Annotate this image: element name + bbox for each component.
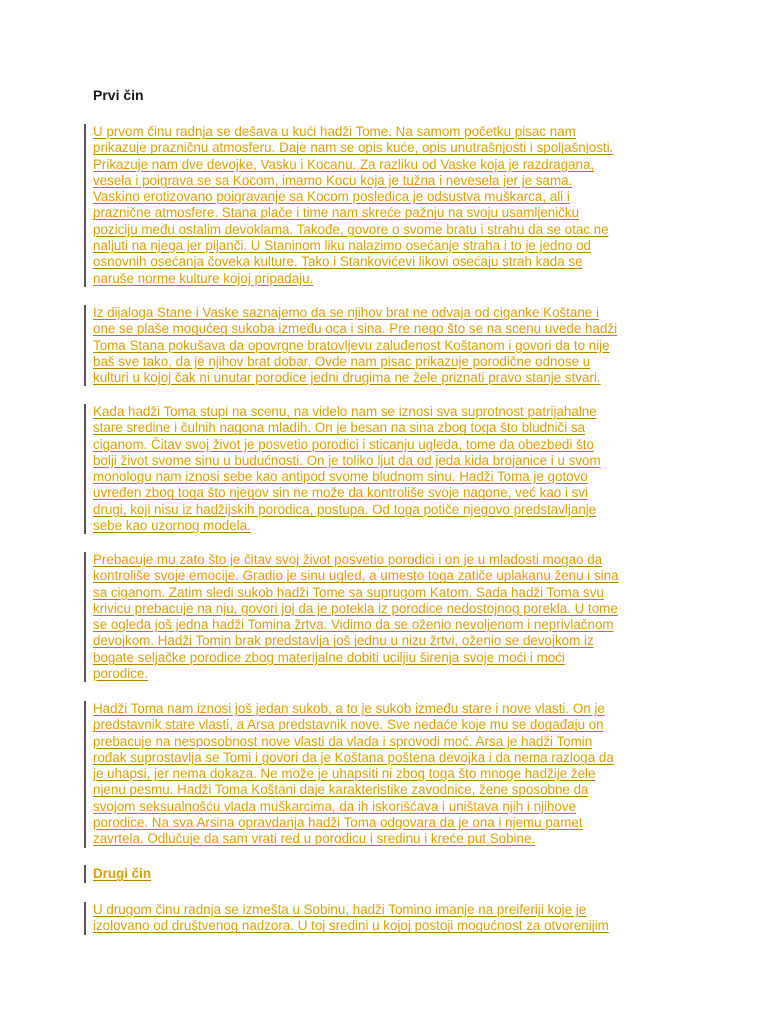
text-line: monologu nam iznosi sebe kao antipod svome bludnom sinu. Hadži Toma je gotovo xyxy=(93,469,588,485)
text-line: one se plaše mogućeg sukoba između oca i sina. Pre nego što se na scenu uvede hadži xyxy=(93,321,618,337)
paragraph-3[interactable] xyxy=(84,404,693,534)
text-line: vesela i poigrava se sa Kocom, imamo Kocu koja je tužna i nevesela jer je sama. xyxy=(93,172,573,188)
text-line: uvređen zbog toga što njegov sin ne može da kontroliše svoje nagone, već kao i svi xyxy=(93,485,589,501)
paragraph-6[interactable] xyxy=(84,902,693,935)
section-heading-drugi-cin[interactable]: Drugi čin xyxy=(84,865,151,883)
text-line: prebacuje na nesposobnost nove vlasti da vlada i sprovodi moć. Arsa je hadži Tomin xyxy=(93,733,593,749)
text-line: Iz dijaloga Stane i Vaske saznajemo da se njihov brat ne odvaja od ciganke Koštane i xyxy=(93,305,599,320)
text-line: svojom seksualnošću vlada muškarcima, da ih iskorišćava i uništava njih i njihove xyxy=(93,798,577,814)
text-line: porodice. xyxy=(93,666,149,682)
section-title-prvi-cin: Prvi čin xyxy=(93,87,144,103)
text-line: Vaskino erotizovano poigravanje sa Kocom posledica je odsustva muškarca, ali i xyxy=(93,189,570,205)
text-line: U drugom činu radnja se izmešta u Sobinu, hadži Tomino imanje na preiferiji koje je xyxy=(93,902,587,917)
text-line: baš sve tako, da je njihov brat dobar. Ovde nam pisac prikazuje porodične odnose u xyxy=(93,353,591,369)
text-line: bogate seljačke porodice zbog materijalne dobiti uciljiu širenja svoje moći i moći xyxy=(93,649,565,665)
text-line: stare sredine i čulnih nagona mladih. On je besan na sina zbog toga što bludniči sa xyxy=(93,420,586,436)
text-line: praznične atmosfere. Stana plače i time nam skreće pažnju na svoju usamljeničku xyxy=(93,205,580,221)
paragraph-5[interactable] xyxy=(84,701,693,848)
text-line: poziciju među ostalim devoklama. Takođe, govore o svome bratu i strahu da se otac ne xyxy=(93,221,609,237)
text-line: prikazuje prazničnu atmosferu. Daje nam se opis kuće, opis unutrašnjosti i spoljašnjosti. xyxy=(93,140,614,156)
paragraph-1[interactable] xyxy=(84,124,693,287)
text-line: krivicu prebacuje na nju, govori joj da je potekla iz porodice nedostojnog porekla. U tome xyxy=(93,600,618,616)
text-line: se ogleda još jedna hadži Tomina žrtva. Vidimo da se oženio nevoljenom i neprivlačnom xyxy=(93,617,614,633)
text-line: Prebacuje mu zato što je čitav svoj život posvetio porodici i on je u mladosti mogao da xyxy=(93,552,603,567)
text-line: Toma Stana pokušava da opovrgne bratovljevu zaluđenost Koštanom i govori da to nije xyxy=(93,337,610,353)
text-line: sa ciganom. Zatim sledi sukob hadži Tome sa suprugom Katom. Sada hadži Toma svu xyxy=(93,584,604,600)
text-line: porodice. Na sva Arsina opravdanja hadži Toma odgovara da je ona i njemu pamet xyxy=(93,815,583,831)
text-line: naruše norme kulture kojoj pripadaju. xyxy=(93,270,314,286)
text-line: naljuti na njega jer pijanči. U Staninom liku nalazimo osećanje straha i to je jedno od xyxy=(93,238,591,254)
paragraph-2[interactable] xyxy=(84,305,693,386)
paragraph-4[interactable] xyxy=(84,552,693,682)
text-line: bolji život svome sinu u budućnosti. On je toliko ljut da od jeda kida brojanice i u svom xyxy=(93,452,601,468)
text-line: sebe kao uzornog modela. xyxy=(93,518,251,534)
text-line: Hadži Toma nam iznosi još jedan sukob, a to je sukob između stare i nove vlasti. On je xyxy=(93,701,605,716)
text-line: drugi, koji nisu iz hadžijskih porodica, postupa. Od toga potiče njegovo predstavljanje xyxy=(93,501,597,517)
text-line: izolovano od društvenog nadzora. U toj sredini u kojoj postoji mogućnost za otvorenijim xyxy=(93,918,609,934)
text-line: Kada hadži Toma stupi na scenu, na videlo nam se iznosi sva suprotnost patrijahalne xyxy=(93,404,597,419)
text-line: devojkom. Hadži Tomin brak predstavlja još jednu u nizu žrtvi, oženio se devojkom iz xyxy=(93,633,594,649)
text-line: njenu pesmu. Hadži Toma Koštani daje karakteristike zavodnice, žene sposobne da xyxy=(93,782,589,798)
text-line: zavrtela. Odlučuje da sam vrati red u porodicu i sredinu i kreće put Sobine. xyxy=(93,831,536,847)
text-line: kulturi u kojoj čak ni unutar porodice jedni drugima ne žele priznati pravo stanje stvari. xyxy=(93,370,601,386)
text-line: rođak suprostavlja se Tomi i govori da je Koštana poštena devojka i da nema razloga da xyxy=(93,749,614,765)
text-line: predstavnik stare vlasti, a Arsa predstavnik nove. Sve nedaće koje mu se događaju on xyxy=(93,717,604,733)
text-line: kontroliše svoje emocije. Gradio je sinu ugled, a umesto toga zatiče uplakanu ženu i sina xyxy=(93,568,619,584)
text-line: Prikazuje nam dve devojke, Vasku i Kocanu. Za razliku od Vaske koja je razdragana, xyxy=(93,156,595,172)
text-line: je uhapsi, jer nema dokaza. Ne može je uhapsiti ni zbog toga što mnoge hadžije žele xyxy=(93,766,596,782)
text-line: ciganom. Čitav svoj život je posvetio porodici i sticanju ugleda, tome da obezbedi što xyxy=(93,436,594,452)
text-line: U prvom činu radnja se dešava u kući hadži Tome. Na samom početku pisac nam xyxy=(93,124,576,139)
text-line: osnovnih osećanja čoveka kulture. Tako i Stankovićevi likovi osećaju strah kada se xyxy=(93,254,583,270)
